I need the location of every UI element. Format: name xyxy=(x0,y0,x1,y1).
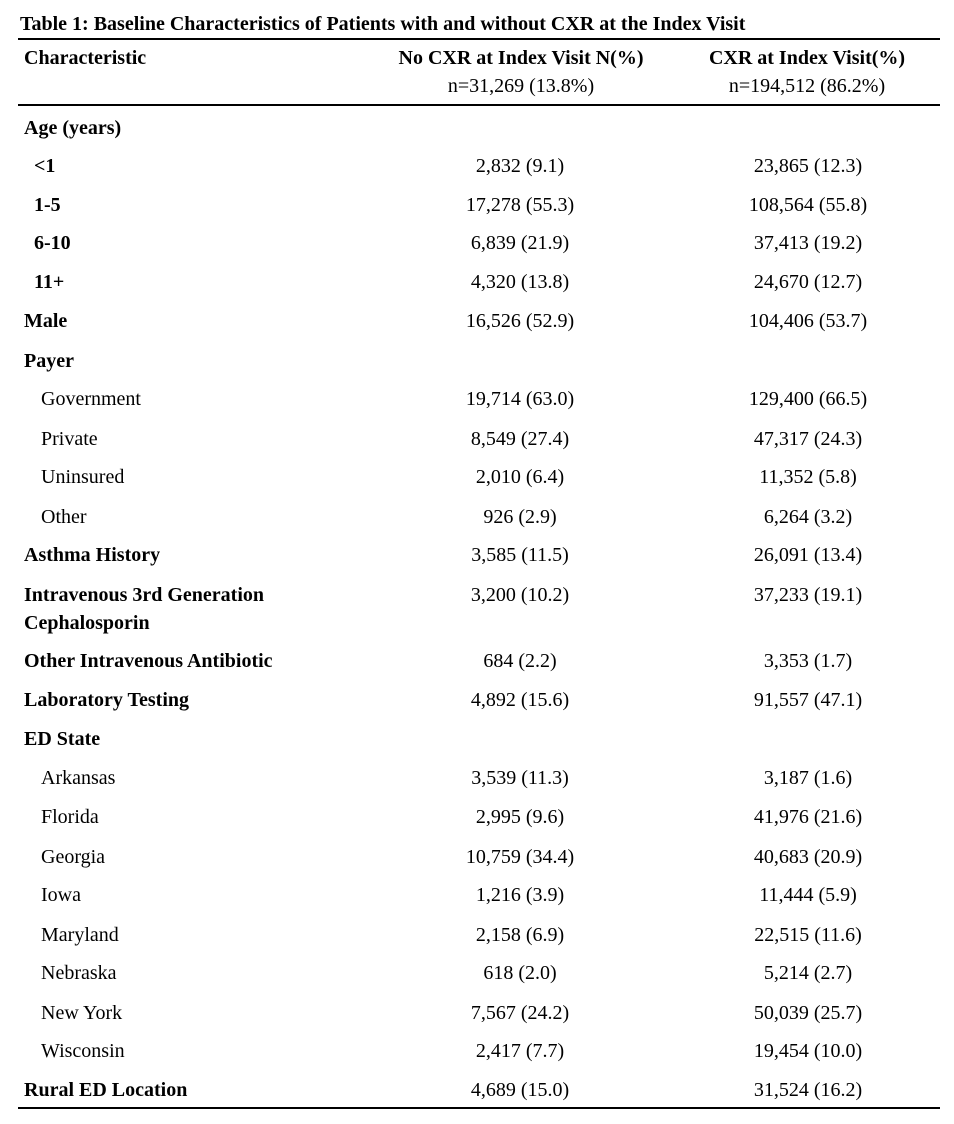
no-cxr-value: 684 (2.2) xyxy=(483,650,557,672)
table-row xyxy=(0,114,954,144)
header-no-cxr-count: n=31,269 (13.8%) xyxy=(447,75,595,97)
no-cxr-value: 10,759 (34.4) xyxy=(465,846,575,868)
table-row xyxy=(0,921,954,951)
row-label: New York xyxy=(41,1002,123,1024)
no-cxr-value: 3,539 (11.3) xyxy=(471,767,569,789)
row-label: Government xyxy=(41,388,141,410)
table-row xyxy=(0,1037,954,1067)
table-row xyxy=(0,463,954,493)
cxr-value: 129,400 (66.5) xyxy=(748,388,868,410)
row-label: Georgia xyxy=(41,846,106,868)
table-row xyxy=(0,307,954,337)
cxr-value: 23,865 (12.3) xyxy=(753,155,863,177)
cxr-value: 50,039 (25.7) xyxy=(753,1002,863,1024)
row-label: Iowa xyxy=(41,884,81,906)
row-label: Private xyxy=(41,428,98,450)
table-row xyxy=(0,581,954,641)
cxr-value: 91,557 (47.1) xyxy=(753,689,863,711)
no-cxr-value: 4,892 (15.6) xyxy=(470,689,570,711)
table-row xyxy=(0,385,954,415)
table-row xyxy=(0,541,954,571)
no-cxr-value: 16,526 (52.9) xyxy=(465,310,575,332)
header-no-cxr: No CXR at Index Visit N(%) xyxy=(398,47,644,69)
no-cxr-value: 2,995 (9.6) xyxy=(475,806,565,828)
header-characteristic: Characteristic xyxy=(24,47,147,69)
table-row xyxy=(0,1076,954,1106)
cxr-value: 11,352 (5.8) xyxy=(759,466,857,488)
cxr-value: 5,214 (2.7) xyxy=(763,962,853,984)
cxr-value: 6,264 (3.2) xyxy=(763,506,853,528)
no-cxr-value: 4,320 (13.8) xyxy=(470,271,570,293)
header-cxr-count: n=194,512 (86.2%) xyxy=(728,75,886,97)
no-cxr-value: 8,549 (27.4) xyxy=(470,428,570,450)
no-cxr-value: 2,158 (6.9) xyxy=(475,924,565,946)
no-cxr-value: 3,200 (10.2) xyxy=(470,584,570,606)
table-row xyxy=(0,725,954,755)
cxr-value: 108,564 (55.8) xyxy=(748,194,868,216)
table-row xyxy=(0,959,954,989)
row-label: ED State xyxy=(24,728,101,750)
no-cxr-value: 2,010 (6.4) xyxy=(475,466,565,488)
row-label: 6-10 xyxy=(34,232,71,254)
row-label: <1 xyxy=(34,155,56,177)
row-label: Nebraska xyxy=(41,962,117,984)
cxr-value: 26,091 (13.4) xyxy=(753,544,863,566)
row-label: 1-5 xyxy=(34,194,61,216)
cxr-value: 22,515 (11.6) xyxy=(754,924,862,946)
row-label: Rural ED Location xyxy=(24,1079,188,1101)
row-label: Maryland xyxy=(41,924,119,946)
row-label: Male xyxy=(24,310,68,332)
table-row xyxy=(0,503,954,533)
cxr-value: 37,233 (19.1) xyxy=(753,584,863,606)
table-row xyxy=(0,803,954,833)
cxr-value: 104,406 (53.7) xyxy=(748,310,868,332)
table-row xyxy=(0,152,954,182)
cxr-value: 37,413 (19.2) xyxy=(753,232,863,254)
row-label: Laboratory Testing xyxy=(24,689,190,711)
no-cxr-value: 6,839 (21.9) xyxy=(470,232,570,254)
table-row xyxy=(0,999,954,1029)
table-row xyxy=(0,229,954,259)
table-row xyxy=(0,647,954,677)
no-cxr-value: 19,714 (63.0) xyxy=(465,388,575,410)
no-cxr-value: 4,689 (15.0) xyxy=(470,1079,570,1101)
cxr-value: 40,683 (20.9) xyxy=(753,846,863,868)
cxr-value: 11,444 (5.9) xyxy=(759,884,857,906)
row-label: 11+ xyxy=(34,271,65,293)
row-label: Uninsured xyxy=(41,466,125,488)
no-cxr-value: 926 (2.9) xyxy=(483,506,557,528)
table-row xyxy=(0,843,954,873)
cxr-value: 31,524 (16.2) xyxy=(753,1079,863,1101)
cxr-value: 24,670 (12.7) xyxy=(753,271,863,293)
table-row xyxy=(0,764,954,794)
no-cxr-value: 17,278 (55.3) xyxy=(465,194,575,216)
header-cxr: CXR at Index Visit(%) xyxy=(708,47,906,69)
row-label: Payer xyxy=(24,350,74,372)
table-row xyxy=(0,686,954,716)
no-cxr-value: 618 (2.0) xyxy=(483,962,557,984)
no-cxr-value: 1,216 (3.9) xyxy=(475,884,565,906)
table-title: Table 1: Baseline Characteristics of Patients with and without CXR at the Index Visit xyxy=(20,13,746,35)
row-label: Other xyxy=(41,506,87,528)
no-cxr-value: 2,417 (7.7) xyxy=(475,1040,565,1062)
bottom-rule xyxy=(18,1107,940,1109)
row-label: Asthma History xyxy=(24,544,161,566)
table-row xyxy=(0,347,954,377)
cxr-value: 3,353 (1.7) xyxy=(763,650,853,672)
table-row xyxy=(0,425,954,455)
row-label: Age (years) xyxy=(24,117,122,139)
row-label: Florida xyxy=(41,806,99,828)
cxr-value: 41,976 (21.6) xyxy=(753,806,863,828)
no-cxr-value: 3,585 (11.5) xyxy=(471,544,569,566)
row-label: Intravenous 3rd Generation xyxy=(24,584,264,606)
no-cxr-value: 2,832 (9.1) xyxy=(475,155,565,177)
cxr-value: 3,187 (1.6) xyxy=(763,767,853,789)
row-label: Wisconsin xyxy=(41,1040,125,1062)
table-row xyxy=(0,268,954,298)
row-label: Other Intravenous Antibiotic xyxy=(24,650,273,672)
table-row xyxy=(0,191,954,221)
row-label-continued: Cephalosporin xyxy=(24,612,150,634)
table-row xyxy=(0,881,954,911)
row-label: Arkansas xyxy=(41,767,116,789)
cxr-value: 19,454 (10.0) xyxy=(753,1040,863,1062)
no-cxr-value: 7,567 (24.2) xyxy=(470,1002,570,1024)
cxr-value: 47,317 (24.3) xyxy=(753,428,863,450)
